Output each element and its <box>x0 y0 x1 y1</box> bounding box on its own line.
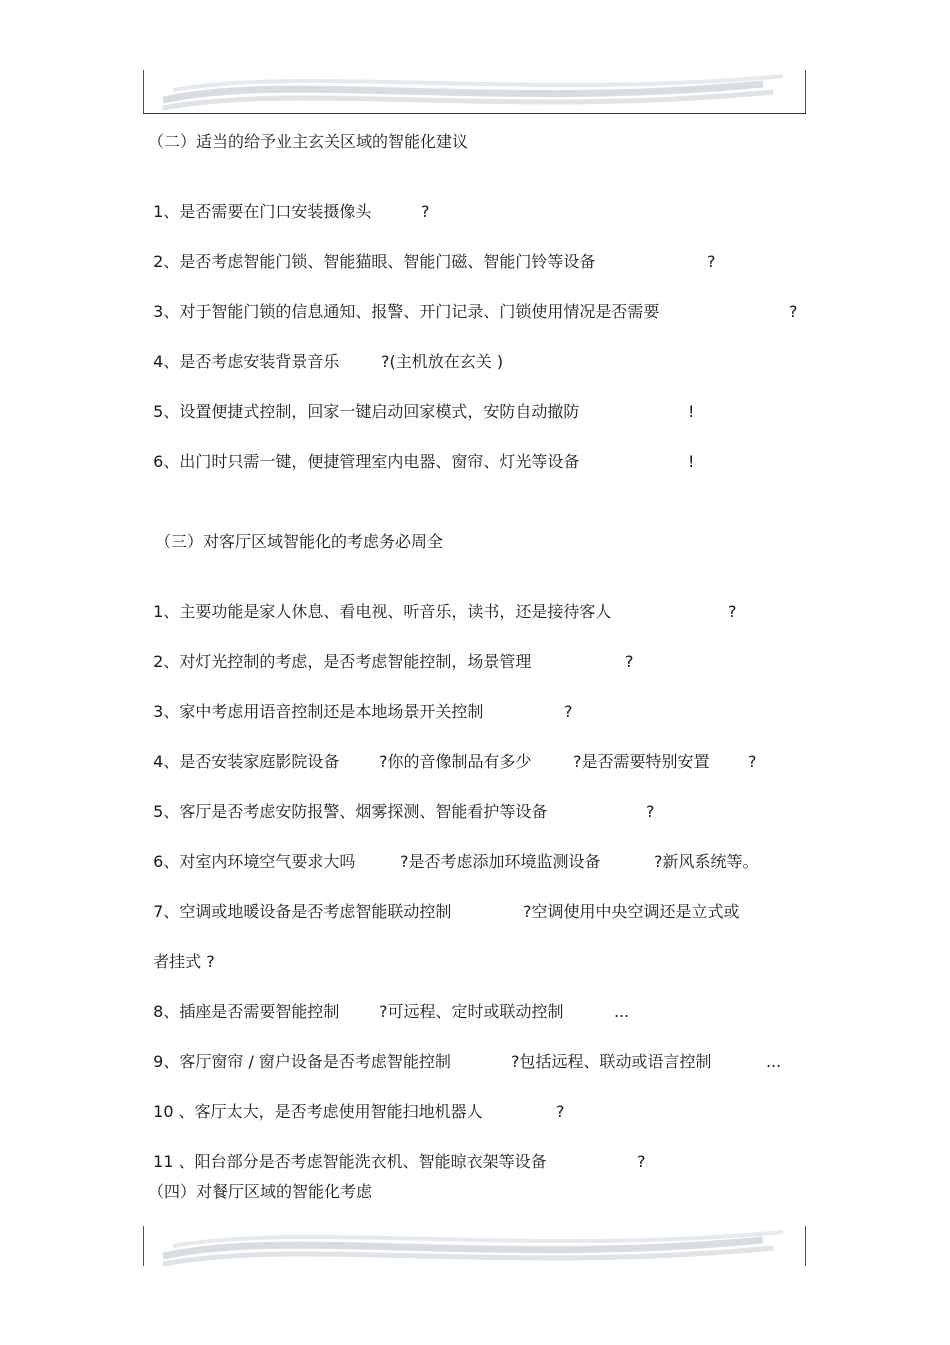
list-item: 4、是否考虑安装背景音乐 ?(主机放在玄关 ) <box>153 352 504 371</box>
header-decoration <box>143 70 806 114</box>
list-item: 6、对室内环境空气要求大吗 ?是否考虑添加环境监测设备 ?新风系统等。 <box>153 852 759 871</box>
list-item: 11 、阳台部分是否考虑智能洗衣机、智能晾衣架等设备 ? <box>153 1152 646 1171</box>
footer-left-bar <box>143 1226 144 1266</box>
list-item: 10 、客厅太大，是否考虑使用智能扫地机器人 ? <box>153 1102 565 1121</box>
list-item: 5、设置便捷式控制，回家一键启动回家模式，安防自动撤防 ! <box>153 402 695 421</box>
list-item: 9、客厅窗帘 / 窗户设备是否考虑智能控制 ?包括远程、联动或语言控制 ... <box>153 1052 782 1071</box>
list-item: 1、主要功能是家人休息、看电视、听音乐，读书，还是接待客人 ? <box>153 602 737 621</box>
footer-decoration <box>143 1226 806 1270</box>
header-rule <box>143 113 806 114</box>
list-item: 3、家中考虑用语音控制还是本地场景开关控制 ? <box>153 702 573 721</box>
list-item: 3、对于智能门锁的信息通知、报警、开门记录、门锁使用情况是否需要 ? <box>153 302 798 321</box>
section-heading-living-room: （三）对客厅区域智能化的考虑务必周全 <box>155 532 444 551</box>
list-item: 7、空调或地暖设备是否考虑智能联动控制 ?空调使用中央空调还是立式或 <box>153 902 740 921</box>
section-heading-entrance: （二）适当的给予业主玄关区域的智能化建议 <box>148 132 469 151</box>
list-item: 8、插座是否需要智能控制 ?可远程、定时或联动控制 ... <box>153 1002 630 1021</box>
list-item-continuation: 者挂式 ? <box>153 952 215 971</box>
footer-right-bar <box>805 1226 806 1266</box>
list-item: 5、客厅是否考虑安防报警、烟雾探测、智能看护等设备 ? <box>153 802 655 821</box>
section-heading-dining-room: （四）对餐厅区域的智能化考虑 <box>148 1182 373 1201</box>
list-item: 2、对灯光控制的考虑，是否考虑智能控制，场景管理 ? <box>153 652 634 671</box>
header-left-bar <box>143 70 144 114</box>
list-item: 4、是否安装家庭影院设备 ?你的音像制品有多少 ?是否需要特别安置 ? <box>153 752 757 771</box>
list-item: 6、出门时只需一键，便捷管理室内电器、窗帘、灯光等设备 ! <box>153 452 695 471</box>
list-item: 1、是否需要在门口安装摄像头 ? <box>153 202 430 221</box>
header-right-bar <box>805 70 806 114</box>
list-item: 2、是否考虑智能门锁、智能猫眼、智能门磁、智能门铃等设备 ? <box>153 252 716 271</box>
